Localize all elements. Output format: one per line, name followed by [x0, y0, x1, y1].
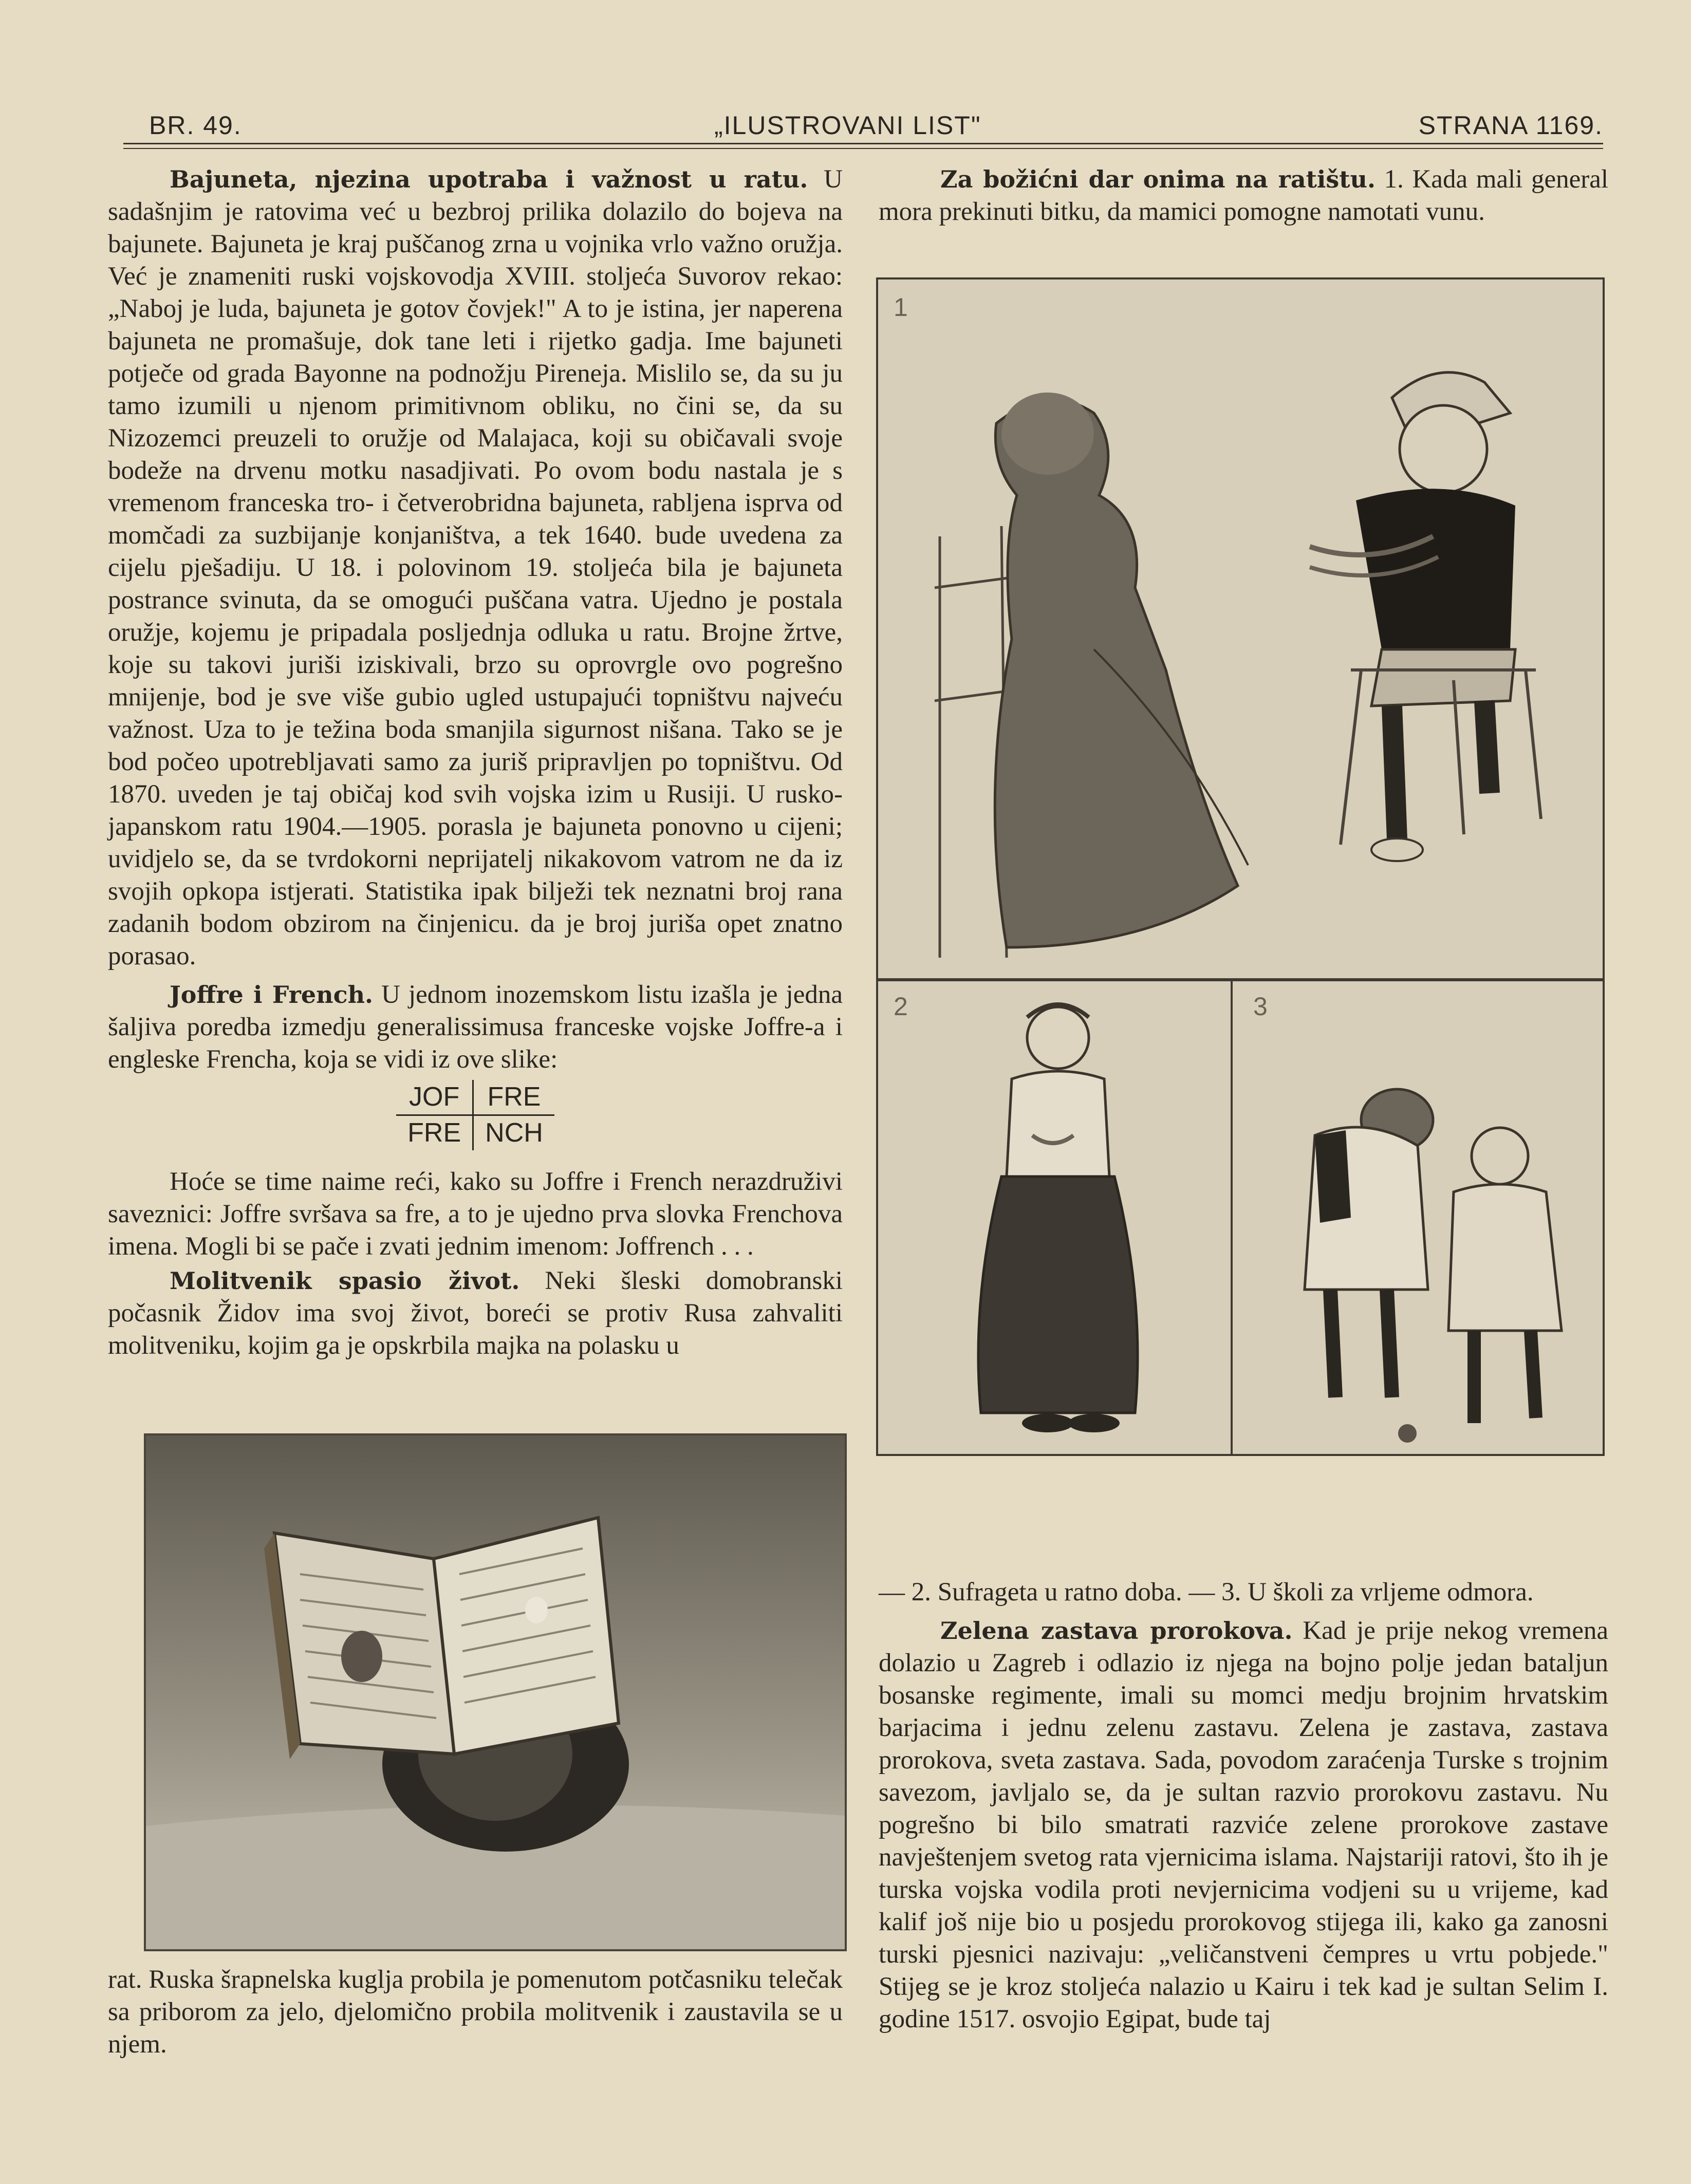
- page-header: [149, 105, 1603, 146]
- article-christmas: [879, 163, 1608, 228]
- illustration-panel-2: [876, 979, 1235, 1456]
- illustration-panel-1: [876, 277, 1605, 980]
- prayer-book-photo: [144, 1433, 847, 1951]
- fraction-bottom-left: FRE: [396, 1115, 473, 1151]
- heading-flag: Zelena zastava prorokova.: [940, 1617, 1293, 1645]
- right-column-bottom: [879, 1576, 1608, 2036]
- left-column: [108, 163, 843, 1362]
- prayer-book-illustration: [146, 1435, 845, 1949]
- article-flag: [879, 1615, 1608, 2036]
- heading-joffre: Joffre i French.: [170, 981, 374, 1009]
- page-number: STRANA 1169.: [1418, 111, 1603, 140]
- body-joffre-2: Hoće se time naime reći, kako su Joffre i French nerazdruživi saveznici: Joffre svršava sa fre, a to je ujedno prva slovka Frenchova imena. Mogli bi se pače i zvati jednim imenom: Joffrench . . .: [108, 1167, 843, 1261]
- panel-1-number: 1: [894, 293, 908, 322]
- panel-caption: — 2. Sufrageta u ratno doba. — 3. U školi za vrljeme odmora.: [879, 1578, 1534, 1607]
- panel-2-number: 2: [894, 992, 908, 1021]
- header-rule: [123, 143, 1603, 144]
- article-bayonet: [108, 163, 843, 973]
- right-column-top: [879, 163, 1608, 228]
- left-column-bottom: [108, 1964, 843, 2061]
- article-prayer: [108, 1265, 843, 1362]
- heading-bayonet: Bajuneta, njezina upotraba i važnost u ratu.: [170, 165, 808, 193]
- body-christmas: 1. Kada mali general mora prekinuti bitku, da mamici pomogne namotati vunu.: [879, 165, 1609, 226]
- heading-christmas: Za božićni dar onima na ratištu.: [940, 165, 1376, 193]
- schoolgirls-sketch: [1233, 981, 1603, 1454]
- article-joffre: [108, 979, 843, 1076]
- heading-prayer: Molitvenik spasio život.: [170, 1267, 520, 1295]
- suffragette-sketch: [878, 981, 1233, 1454]
- illustration-panel-3: [1231, 979, 1605, 1456]
- issue-number: BR. 49.: [149, 111, 242, 140]
- fraction-table: [396, 1080, 554, 1150]
- body-prayer: Neki šleski domobranski počasnik Židov ima svoj život, boreći se protiv Rusa zahvaliti molitveniku, kojim ga je opskrbila majka na polasku u: [108, 1266, 843, 1360]
- fraction-top-left: JOF: [396, 1080, 473, 1115]
- panel-3-number: 3: [1253, 992, 1268, 1021]
- body-prayer-cont: rat. Ruska šrapnelska kuglja probila je pomenutom potčasniku telečak sa priborom za jelo, djelomično probila molitvenik i zaustavila se u njem.: [108, 1965, 843, 2059]
- body-flag: Kad je prije nekog vremena dolazio u Zagreb i odlazio iz njega na bojno polje jedan bataljun bosanske regimente, imali su momci medju brojnim hrvatskim barjacima i jednu zelenu zastavu. Zelena je zastava, zastava prorokova, sveta zastava. Sada, povodom zaraćenja Turske s trojnim savezom, javljalo se, da je sultan razvio prorokovu zastavu. Nu pogrešno bi bilo smatrati razviće zelene prorokove zastave navještenjem svetog rata vjernicima islama. Najstariji ratovi, što ih je turska vojska vodila proti nevjernicima vodjeni su u vrijeme, kad kalif još nije bio u posjedu prorokovog stijega ili, kako ga zanosni turski pjesnici nazivaju: „veličanstveni čempres u vrtu pobjede." Stijeg se je kroz stoljeća nalazio u Kairu i tek kad je sultan Selim I. godine 1517. osvojio Egipat, bude taj: [879, 1616, 1608, 2033]
- mother-and-boy-sketch: [878, 279, 1603, 978]
- fraction-top-right: FRE: [473, 1080, 554, 1115]
- joffre-french-fraction: [108, 1080, 843, 1150]
- header-rule-thin: [123, 148, 1603, 149]
- body-bayonet: U sadašnjim je ratovima već u bezbroj prilika dolazilo do bojeva na bajunete. Bajuneta je kraj puščanog zrna u vojnika vrlo važno oružja. Već je znameniti ruski vojskovodja XVIII. stoljeća Suvorov rekao: „Naboj je luda, bajuneta je gotov čovjek!" A to je istina, jer naperena bajuneta ne promašuje, dok tane leti i rijetko gadja. Ime bajuneti potječe od grada Bayonne na podnožju Pireneja. Mislilo se, da su ju tamo izumili u njenom primitivnom obliku, no čini se, da su Nizozemci preuzeli to oružje od Malajaca, koji su običavali svoje bodeže na drvenu motku nasadjivati. Po ovom bodu nastala je s vremenom franceska tro- i četverobridna bajuneta, rabljena isprva od momčadi za suzbijanje konjaništva, a tek 1640. bude uvedena za cijelu pješadiju. U 18. i polovinom 19. stoljeća bila je bajuneta postrance svinuta, da se omogući puščana vatra. Ujedno je postala oružje, kojemu je pripadala posljednja odluka u ratu. Brojne žrtve, koje su takovi juriši iziskivali, brzo su oprovrgle ovo pogrešno mnijenje, bod je sve više gubio ugled ustupajući topništvu najveću važnost. Uza to je težina boda smanjila sigurnost nišana. Tako se je bod počeo upotrebljavati samo za juriš pripravljen po topništvu. Od 1870. uveden je taj običaj kod svih vojska izim u Rusiji. U rusko-japanskom ratu 1904.—1905. porasla je bajuneta ponovno u cijeni; uvidjelo se, da se tvrdokorni neprijatelj nikakovom vatrom ne da iz svojih opkopa istjerati. Statistika ipak bilježi tek neznatni broj rana zadanih bodom obzirom na činjenicu. da je broj juriša opet znatno porasao.: [108, 165, 843, 970]
- body-joffre: U jednom inozemskom listu izašla je jedna šaljiva poredba izmedju generalissimusa franceske vojske Joffre-a i engleske Frencha, koja se vidi iz ove slike:: [108, 980, 843, 1074]
- fraction-bottom-right: NCH: [485, 1118, 543, 1148]
- publication-title: „ILUSTROVANI LIST": [714, 111, 981, 140]
